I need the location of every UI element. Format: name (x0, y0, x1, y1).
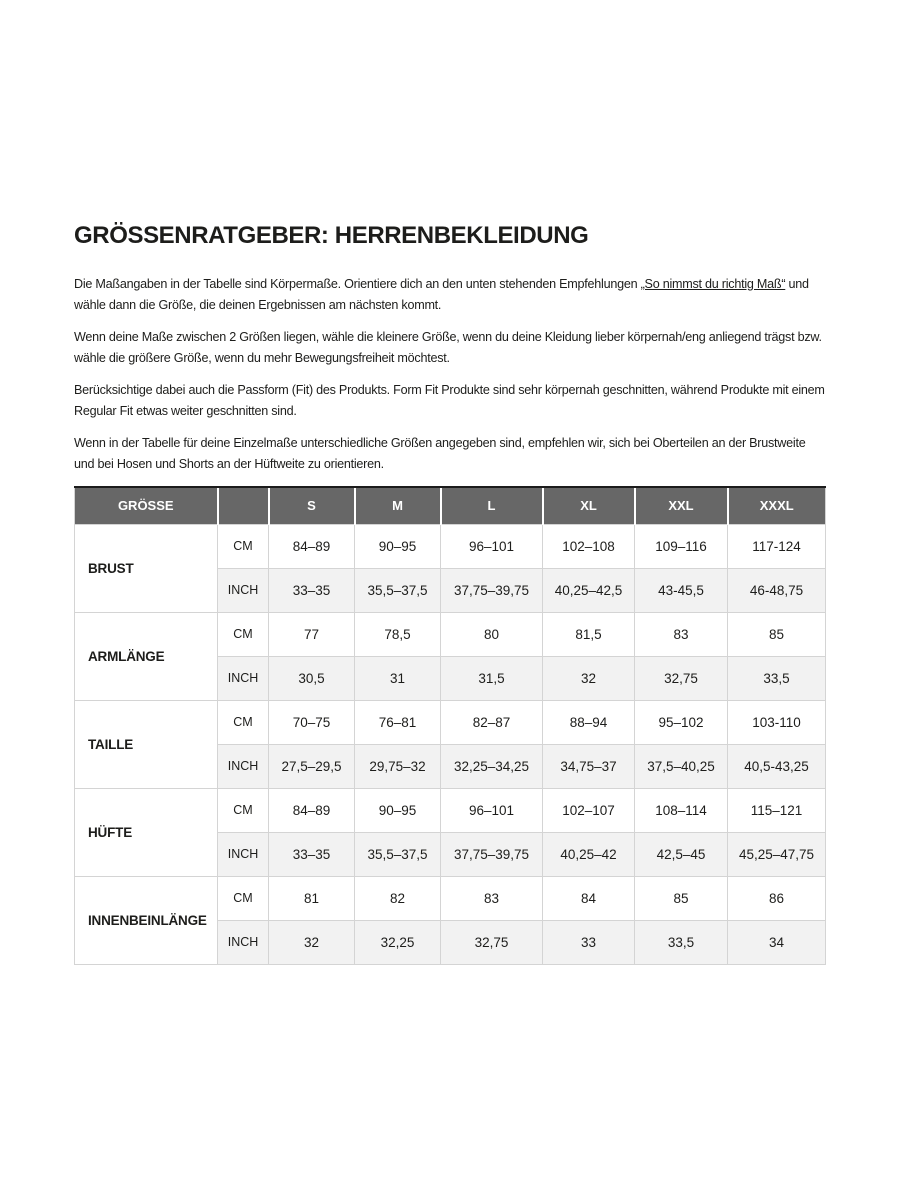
measurement-label: HÜFTE (75, 788, 218, 876)
value-cell: 108–114 (635, 788, 728, 832)
measure-guide-link[interactable]: „So nimmst du richtig Maß“ (640, 277, 786, 291)
size-table-header (75, 487, 826, 524)
measurement-label: BRUST (75, 524, 218, 612)
value-cell: 82–87 (441, 700, 543, 744)
value-cell: 95–102 (635, 700, 728, 744)
value-cell: 42,5–45 (635, 832, 728, 876)
value-cell: 33,5 (728, 656, 826, 700)
value-cell: 40,25–42,5 (543, 568, 635, 612)
value-cell: 86 (728, 876, 826, 920)
unit-cell: CM (218, 612, 269, 656)
value-cell: 31 (355, 656, 441, 700)
value-cell: 85 (728, 612, 826, 656)
intro-paragraph-3: Berücksichtige dabei auch die Passform (Fit) des Produkts. Form Fit Produkte sind sehr körpernah geschnitten, während Produkte mit einem Regular Fit etwas weiter geschnitten sind. (74, 383, 825, 418)
intro-paragraph-4: Wenn in der Tabelle für deine Einzelmaße unterschiedliche Größen angegeben sind, empfehlen wir, sich bei Oberteilen an der Brustweite und bei Hosen und Shorts an der Hüftweite zu orientieren. (74, 436, 806, 471)
table-row-taille-cm (75, 700, 826, 744)
unit-cell: CM (218, 876, 269, 920)
value-cell: 96–101 (441, 524, 543, 568)
intro-p1-text-before: Die Maßangaben in der Tabelle sind Körpermaße. Orientiere dich an den unten stehenden Empfehlungen (74, 277, 641, 291)
value-cell: 117-124 (728, 524, 826, 568)
unit-cell: CM (218, 524, 269, 568)
value-cell: 35,5–37,5 (355, 832, 441, 876)
header-cell-size-xxl: XXL (635, 487, 728, 524)
header-cell-size-s: S (269, 487, 355, 524)
unit-cell: INCH (218, 568, 269, 612)
intro-p1-text-after: und wähle dann die Größe, die deinen Ergebnissen am nächsten kommt. (74, 277, 809, 312)
value-cell: 35,5–37,5 (355, 568, 441, 612)
value-cell: 85 (635, 876, 728, 920)
header-cell-size-l: L (441, 487, 543, 524)
value-cell: 43-45,5 (635, 568, 728, 612)
value-cell: 88–94 (543, 700, 635, 744)
value-cell: 102–108 (543, 524, 635, 568)
unit-cell: CM (218, 700, 269, 744)
header-cell-size-xl: XL (543, 487, 635, 524)
value-cell: 45,25–47,75 (728, 832, 826, 876)
table-row-innenbeinlänge-cm (75, 876, 826, 920)
value-cell: 32 (543, 656, 635, 700)
unit-cell: INCH (218, 744, 269, 788)
value-cell: 90–95 (355, 524, 441, 568)
value-cell: 84–89 (269, 524, 355, 568)
value-cell: 40,25–42 (543, 832, 635, 876)
table-row-hüfte-cm (75, 788, 826, 832)
size-table-body (75, 524, 826, 964)
value-cell: 37,75–39,75 (441, 568, 543, 612)
value-cell: 33–35 (269, 568, 355, 612)
size-table (74, 486, 826, 965)
value-cell: 84–89 (269, 788, 355, 832)
value-cell: 109–116 (635, 524, 728, 568)
value-cell: 78,5 (355, 612, 441, 656)
unit-cell: CM (218, 788, 269, 832)
value-cell: 115–121 (728, 788, 826, 832)
value-cell: 37,5–40,25 (635, 744, 728, 788)
value-cell: 70–75 (269, 700, 355, 744)
header-cell-size-xxxl: XXXL (728, 487, 826, 524)
table-row-brust-cm (75, 524, 826, 568)
value-cell: 37,75–39,75 (441, 832, 543, 876)
measurement-label: TAILLE (75, 700, 218, 788)
value-cell: 80 (441, 612, 543, 656)
intro-paragraph-1 (74, 274, 826, 316)
value-cell: 29,75–32 (355, 744, 441, 788)
header-cell-groesse: GRÖSSE (75, 487, 218, 524)
unit-cell: INCH (218, 832, 269, 876)
value-cell: 34 (728, 920, 826, 964)
value-cell: 34,75–37 (543, 744, 635, 788)
page-title: GRÖSSENRATGEBER: HERRENBEKLEIDUNG (74, 222, 589, 249)
value-cell: 96–101 (441, 788, 543, 832)
value-cell: 33 (543, 920, 635, 964)
header-cell-size-m: M (355, 487, 441, 524)
value-cell: 76–81 (355, 700, 441, 744)
header-cell-empty (218, 487, 269, 524)
unit-cell: INCH (218, 656, 269, 700)
value-cell: 27,5–29,5 (269, 744, 355, 788)
measurement-label: INNENBEINLÄNGE (75, 876, 218, 964)
value-cell: 30,5 (269, 656, 355, 700)
value-cell: 32,75 (441, 920, 543, 964)
value-cell: 31,5 (441, 656, 543, 700)
value-cell: 32,25 (355, 920, 441, 964)
value-cell: 82 (355, 876, 441, 920)
value-cell: 83 (635, 612, 728, 656)
value-cell: 33,5 (635, 920, 728, 964)
value-cell: 32,25–34,25 (441, 744, 543, 788)
value-cell: 81 (269, 876, 355, 920)
value-cell: 40,5-43,25 (728, 744, 826, 788)
value-cell: 46-48,75 (728, 568, 826, 612)
size-table-header-row (75, 487, 826, 524)
measurement-label: ARMLÄNGE (75, 612, 218, 700)
unit-cell: INCH (218, 920, 269, 964)
value-cell: 84 (543, 876, 635, 920)
value-cell: 77 (269, 612, 355, 656)
value-cell: 83 (441, 876, 543, 920)
value-cell: 32 (269, 920, 355, 964)
value-cell: 81,5 (543, 612, 635, 656)
value-cell: 32,75 (635, 656, 728, 700)
table-row-armlänge-cm (75, 612, 826, 656)
value-cell: 103-110 (728, 700, 826, 744)
value-cell: 102–107 (543, 788, 635, 832)
value-cell: 90–95 (355, 788, 441, 832)
intro-paragraph-2: Wenn deine Maße zwischen 2 Größen liegen, wähle die kleinere Größe, wenn du deine Kleidung lieber körpernah/eng anliegend trägst bzw. wähle die größere Größe, wenn du mehr Bewegungsfreiheit möchtest. (74, 330, 822, 365)
value-cell: 33–35 (269, 832, 355, 876)
